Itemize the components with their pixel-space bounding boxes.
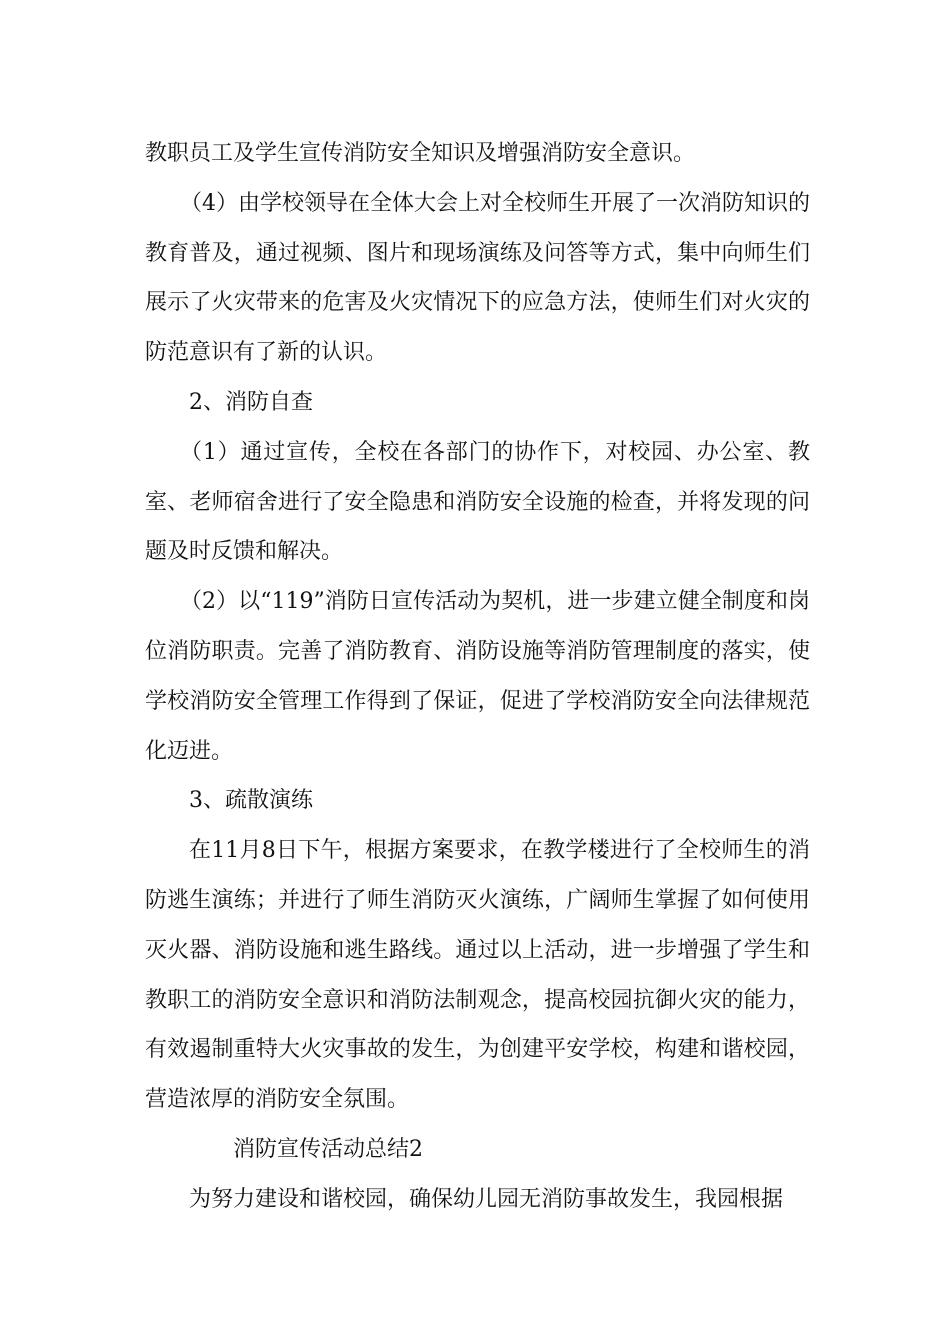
section-heading-self-inspection: 2、消防自查: [189, 389, 313, 415]
paragraph-continuation: 教职员工及学生宣传消防安全知识及增强消防安全意识。: [145, 141, 696, 166]
paragraph-drill-details: 在11月8日下午，根据方案要求，在教学楼进行了全校师生的消防逃生演练；并进行了师生消防灭火演练，广阔师生掌握了如何使用灭火器、消防设施和逃生路线。通过以上活动，进一步增强了学生和教职工的消防安全意识和消防法制观念，提高校园抗御火灾的能力，有效遏制重特大火灾事故的发生，为创建平安学校，构建和谐校园，营造浓厚的消防安全氛围。: [145, 838, 810, 1113]
paragraph-item-2: （2）以“119”消防日宣传活动为契机，进一步建立健全制度和岗位消防职责。完善了消防教育、消防设施等消防管理制度的落实，使学校消防安全管理工作得到了保证，促进了学校消防安全向法律规范化迈进。: [145, 589, 810, 764]
paragraph-summary-intro: 为努力建设和谐校园，确保幼儿园无消防事故发生，我园根据: [189, 1186, 784, 1212]
paragraph-item-4: （4）由学校领导在全体大会上对全校师生开展了一次消防知识的教育普及，通过视频、图片和现场演练及问答等方式，集中向师生们展示了火灾带来的危害及火灾情况下的应急方法，使师生们对火灾的防范意识有了新的认识。: [145, 190, 810, 366]
section-heading-evacuation-drill: 3、疏散演练: [189, 788, 313, 814]
document-subtitle: 消防宣传活动总结2: [233, 1136, 423, 1162]
document-page: [145, 129, 810, 1225]
paragraph-item-1: （1）通过宣传，全校在各部门的协作下，对校园、办公室、教室、老师宿舍进行了安全隐患和消防安全设施的检查，并将发现的问题及时反馈和解决。: [145, 439, 810, 565]
